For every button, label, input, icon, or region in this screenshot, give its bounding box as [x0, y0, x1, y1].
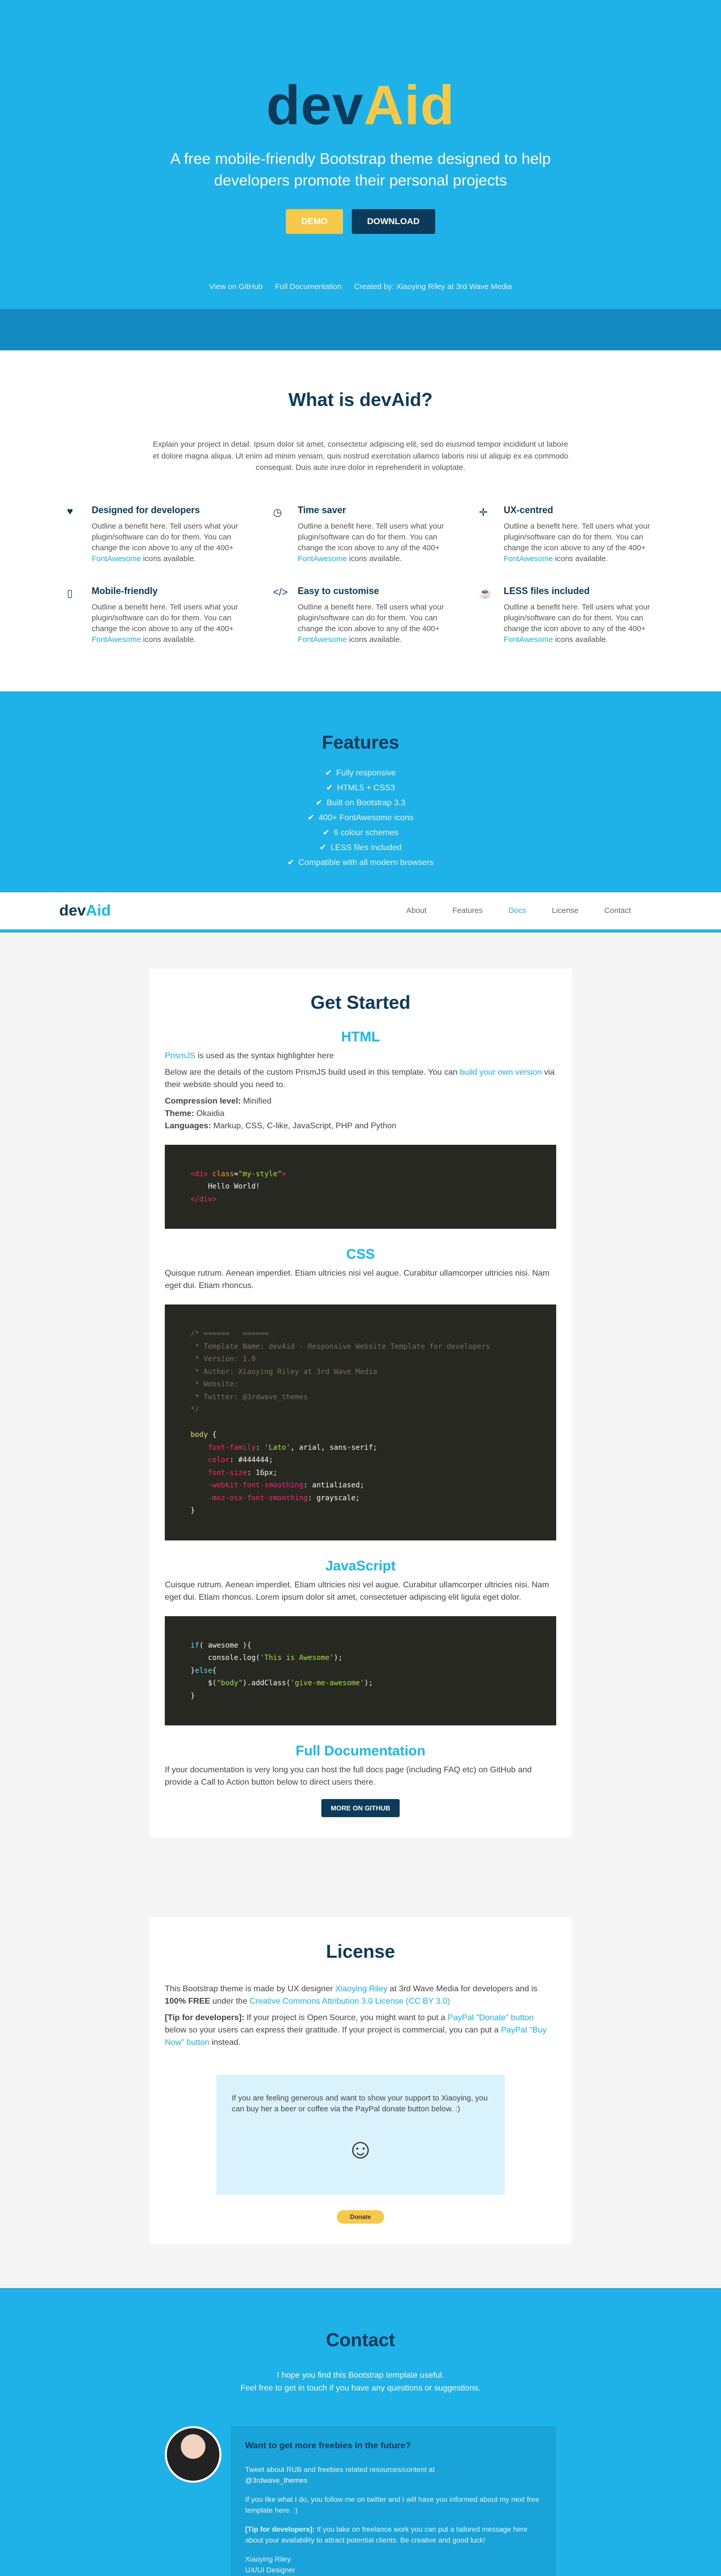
check-icon: ✔: [326, 783, 333, 792]
feature-item: ✔ Fully responsive: [325, 768, 396, 777]
feature-item: ✔ Built on Bootstrap 3.3: [315, 798, 406, 807]
benefit-item: [52, 505, 258, 564]
features-title: Features: [321, 731, 400, 753]
docs-section: [0, 933, 721, 1895]
demo-button[interactable]: DEMO: [286, 209, 343, 234]
fontawesome-link[interactable]: FontAwesome: [92, 635, 141, 644]
contact-box-title: Want to get more freebies in the future?: [245, 2440, 411, 2450]
nav-item-docs[interactable]: Docs: [508, 906, 526, 915]
features-section: [0, 691, 721, 892]
cc-license-link[interactable]: Creative Commons Attribution 3.0 License (CC BY 3.0): [249, 1997, 450, 2006]
main-nav: [381, 906, 631, 916]
benefit-text: Outline a benefit here. Tell users what your plugin/software can do for them. You can change the icon above to any of the 400+ FontAwesome icons available.: [504, 521, 650, 563]
benefit-title: Mobile-friendly: [92, 585, 158, 596]
check-icon: ✔: [315, 798, 323, 807]
paypal-buynow-link[interactable]: PayPal "Buy Now" button: [165, 2026, 547, 2047]
css-code-block: /* ====== ====== * Template Name: devAid - Responsive Website Template for developers * Version: 1.0 * Author: Xiaoying Riley at 3rd Wave Media * Website: * Twitter: @3rdwave_themes */ body { font-family: 'Lato', arial, sans-serif; color: #444444; font-size: 16px; -webkit-font-smoothing: antialiased; -moz-osx-font-smoothing: grayscale; }: [165, 1304, 556, 1540]
about-section: [0, 350, 721, 691]
contact-section: [0, 2288, 721, 2576]
tablet-icon: ▯: [67, 587, 73, 599]
contact-box-p2: If you like what I do, you follow me on twitter and I will have you informed about my next free template here. :): [245, 2495, 540, 2515]
benefit-item: [258, 505, 464, 564]
coffee-icon: ☕: [479, 587, 492, 599]
js-code-block: if( awesome ){ console.log('This is Awesome'); }else{ $("body").addClass('give-me-awesome'); }: [165, 1616, 556, 1726]
prism-link[interactable]: PrismJS: [165, 1051, 196, 1060]
benefit-title: UX-centred: [504, 504, 554, 515]
build-your-own-link[interactable]: build your own version: [459, 1067, 542, 1077]
css-title: CSS: [346, 1246, 375, 1262]
fontawesome-link[interactable]: FontAwesome: [92, 554, 141, 563]
html-title: HTML: [341, 1028, 380, 1044]
benefit-item: [258, 586, 464, 645]
fontawesome-link[interactable]: FontAwesome: [504, 635, 553, 644]
features-list: [0, 766, 721, 870]
benefit-item: [464, 586, 670, 645]
heart-icon: ♥: [67, 505, 73, 517]
full-docs-link[interactable]: Full Documentation: [275, 282, 342, 291]
feature-item: ✔ 6 colour schemes: [322, 828, 399, 837]
full-docs-text: If your documentation is very long you can host the full docs page (including FAQ etc) on GitHub and provide a Call to Action button below to direct users there.: [165, 1766, 532, 1787]
benefit-title: LESS files included: [504, 585, 590, 596]
benefits-grid: [52, 505, 670, 645]
contact-intro: I hope you find this Bootstrap template useful. Feel free to get in touch if you have any questions or suggestions.: [240, 2370, 481, 2393]
docs-card: [149, 969, 572, 1838]
benefit-text: Outline a benefit here. Tell users what your plugin/software can do for them. You can change the icon above to any of the 400+ FontAwesome icons available.: [92, 602, 238, 644]
prism-build-note: Below are the details of the custom PrismJS build used in this template. You can build your own version via their website should you need to.: [165, 1067, 555, 1089]
more-on-github-button[interactable]: MORE ON GITHUB: [321, 1799, 400, 1817]
license-card: [149, 1918, 572, 2244]
hero-buttons: [0, 209, 721, 234]
nav-item-about[interactable]: About: [406, 906, 427, 915]
nav-item-features[interactable]: Features: [452, 906, 483, 915]
docs-logo[interactable]: devAid: [59, 902, 111, 919]
benefit-text: Outline a benefit here. Tell users what your plugin/software can do for them. You can change the icon above to any of the 400+ FontAwesome icons available.: [298, 521, 444, 563]
prism-note: PrismJS is used as the syntax highlighter here: [165, 1051, 334, 1060]
nav-item-contact[interactable]: Contact: [604, 906, 631, 915]
check-icon: ✔: [322, 828, 330, 837]
benefit-item: [464, 505, 670, 564]
contact-box: [231, 2426, 556, 2576]
prism-details: Compression level: Minified Theme: Okaidia Languages: Markup, CSS, C-like, JavaScript, PHP and Python: [165, 1096, 397, 1130]
check-icon: ✔: [325, 768, 332, 777]
hero-links: [0, 282, 721, 291]
contact-box-p3: [Tip for developers]: If you take on freelance work you can put a tailored message here about your availability to attract potential clients. Be creative and good luck!: [245, 2525, 528, 2545]
crosshairs-icon: ✛: [479, 506, 488, 518]
contact-row: [165, 2426, 556, 2576]
fontawesome-link[interactable]: FontAwesome: [504, 554, 553, 563]
donate-text: If you are feeling generous and want to show your support to Xiaoying, you can buy her a beer or coffee via the PayPal donate button below. :): [232, 2094, 488, 2113]
feature-item: ✔ Compatible with all modern browsers: [287, 858, 434, 867]
twitter-handle-link[interactable]: @3rdwave_themes: [245, 2476, 307, 2485]
check-icon: ✔: [307, 813, 315, 822]
js-text: Cuisque rutrum. Aenean imperdiet. Etiam ultricies nisi vel augue. Curabitur ullamcorper ultricies nisi. Nam eget dui. Etiam rhoncus. Lorem ipsum dolor sit amet, consectetuer adipiscing elit ligula eget dolor.: [165, 1580, 550, 1602]
about-title: What is devAid?: [288, 389, 433, 410]
download-button[interactable]: DOWNLOAD: [352, 209, 435, 234]
paypal-donate-link[interactable]: PayPal "Donate" button: [448, 2013, 534, 2022]
feature-item: ✔ HTML5 + CSS3: [326, 783, 395, 792]
fontawesome-link[interactable]: FontAwesome: [298, 554, 347, 563]
contact-box-p1: Tweet about RUB and freebies related resources/content at @3rdwave_themes: [245, 2465, 435, 2485]
full-docs-title: Full Documentation: [296, 1743, 425, 1758]
license-section: [0, 1894, 721, 2288]
donate-button[interactable]: Donate: [337, 2210, 385, 2224]
benefit-title: Time saver: [298, 504, 346, 515]
html-code-block: <div class="my-style"> Hello World! </div>: [165, 1145, 556, 1229]
nav-item-license[interactable]: License: [552, 906, 579, 915]
hero-logo: devAid: [266, 74, 455, 136]
benefit-text: Outline a benefit here. Tell users what your plugin/software can do for them. You can change the icon above to any of the 400+ FontAwesome icons available.: [298, 602, 444, 644]
benefit-title: Designed for developers: [92, 504, 200, 515]
feature-item: ✔ 400+ FontAwesome icons: [307, 813, 414, 822]
benefit-title: Easy to customise: [298, 585, 380, 596]
benefit-item: [52, 586, 258, 645]
author-link[interactable]: Xiaoying Riley: [335, 1985, 388, 1993]
fontawesome-link[interactable]: FontAwesome: [298, 635, 347, 644]
check-icon: ✔: [319, 843, 327, 852]
code-icon: </>: [273, 586, 288, 598]
github-link[interactable]: View on GitHub: [209, 282, 263, 291]
about-intro: Explain your project in detail. Ipsum dolor sit amet, consectetur adipiscing elit, sed do eiusmod tempor incididunt ut labore et dolore magna aliqua. Ut enim ad minim veniam, quis nostrud exercitation ullamco laboris nisi ut aliquip ex ea commodo consequat. Duis aute irure dolor in reprehenderit in voluptate.: [152, 440, 569, 472]
feature-item: ✔ LESS files included: [319, 843, 402, 852]
smile-icon: ☺: [346, 2133, 375, 2164]
credit-link[interactable]: Created by: Xiaoying Riley at 3rd Wave Media: [354, 282, 512, 291]
css-text: Quisque rutrum. Aenean imperdiet. Etiam ultricies nisi vel augue. Curabitur ullamcorper ultricies nisi. Nam eget dui. Etiam rhoncus.: [165, 1269, 550, 1290]
clock-icon: ◷: [273, 506, 282, 518]
benefit-text: Outline a benefit here. Tell users what your plugin/software can do for them. You can change the icon above to any of the 400+ FontAwesome icons available.: [92, 521, 238, 563]
license-tip: [Tip for developers]: If your project is Open Source, you might want to put a PayPal "Donate" button below so your users can express their gratitude. If your project is commercial, you can put a PayPal "Buy Now" button instead.: [165, 2013, 547, 2047]
license-text: This Bootstrap theme is made by UX designer Xiaoying Riley at 3rd Wave Media for developers and is 100% FREE under the Creative Commons Attribution 3.0 License (CC BY 3.0): [165, 1985, 538, 2006]
hero-strip: [0, 309, 721, 350]
benefit-text: Outline a benefit here. Tell users what your plugin/software can do for them. You can change the icon above to any of the 400+ FontAwesome icons available.: [504, 602, 650, 644]
docs-title: Get Started: [310, 991, 411, 1013]
license-title: License: [325, 1941, 396, 1962]
js-title: JavaScript: [325, 1557, 396, 1573]
docs-header: [0, 892, 721, 933]
contact-title: Contact: [326, 2329, 395, 2350]
donate-box: [216, 2075, 505, 2195]
signature: Xiaoying Riley UX/UI Designer: [245, 2555, 296, 2574]
avatar: [165, 2426, 221, 2483]
check-icon: ✔: [287, 858, 295, 867]
hero-tagline: A free mobile-friendly Bootstrap theme designed to help developers promote their personal projects: [170, 150, 551, 189]
hero: [0, 0, 721, 309]
